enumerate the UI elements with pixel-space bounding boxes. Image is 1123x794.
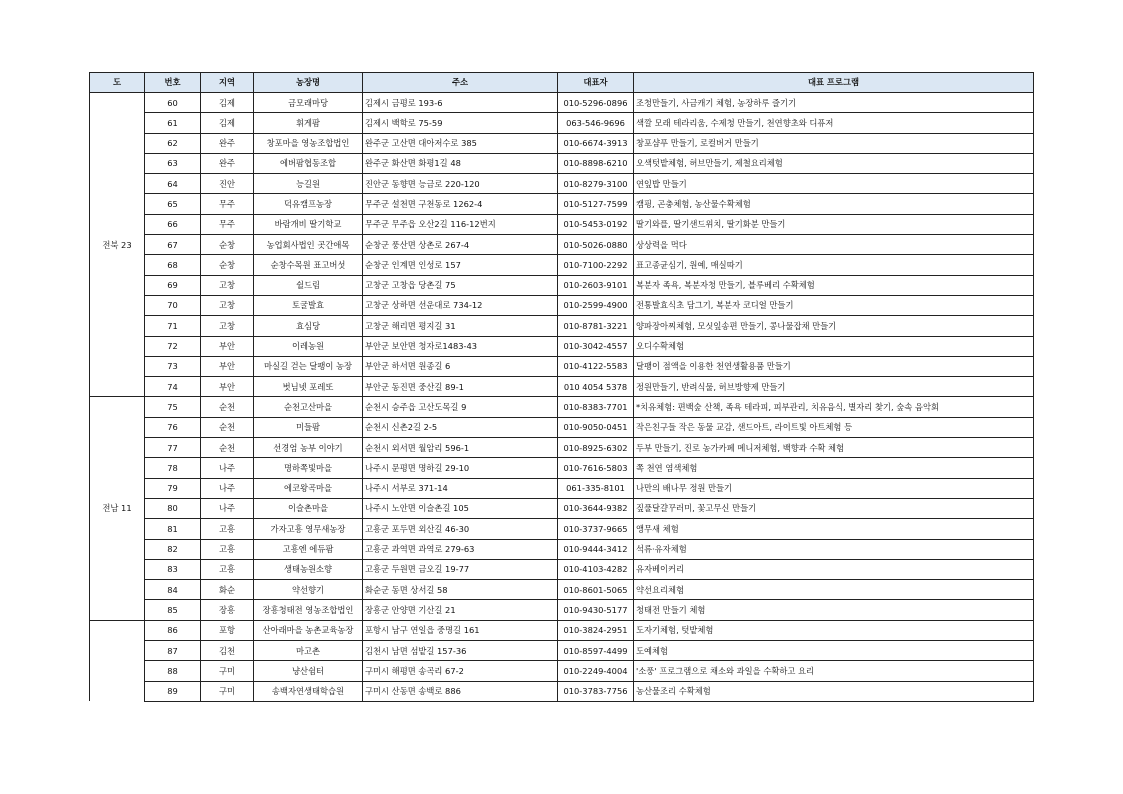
region-cell: 나주 — [201, 458, 254, 478]
table-row — [90, 214, 1034, 234]
region-cell: 완주 — [201, 153, 254, 173]
region-cell: 고흥 — [201, 519, 254, 539]
address-cell: 순천시 외서면 월암리 596-1 — [363, 438, 558, 458]
address-cell: 순천시 신촌2길 2-5 — [363, 417, 558, 437]
table-row — [90, 316, 1034, 336]
representative-phone-cell: 061-335-8101 — [558, 478, 634, 498]
farm-name-cell: 마실길 걷는 달팽이 농장 — [254, 356, 363, 376]
program-cell: 오색텃밭체험, 허브만들기, 제철요리체험 — [634, 153, 1034, 173]
program-cell: 도예체험 — [634, 641, 1034, 661]
representative-phone-cell: 010-9444-3412 — [558, 539, 634, 559]
farm-name-cell: 미들팜 — [254, 417, 363, 437]
region-cell: 순창 — [201, 255, 254, 275]
table-row — [90, 133, 1034, 153]
table-row — [90, 498, 1034, 518]
program-cell: 조청만들기, 사금캐기 체험, 농장하루 즐기기 — [634, 93, 1034, 113]
program-cell: 딸기와플, 딸기샌드위치, 딸기화분 만들기 — [634, 214, 1034, 234]
address-cell: 완주군 고산면 대아저수로 385 — [363, 133, 558, 153]
table-row — [90, 458, 1034, 478]
farm-name-cell: 토굴발효 — [254, 295, 363, 315]
row-number-cell: 79 — [145, 478, 201, 498]
representative-phone-cell: 010-9050-0451 — [558, 417, 634, 437]
table-row — [90, 356, 1034, 376]
row-number-cell: 74 — [145, 377, 201, 397]
representative-phone-cell: 010-9430-5177 — [558, 600, 634, 620]
table-row — [90, 600, 1034, 620]
program-cell: 유자베이커리 — [634, 559, 1034, 579]
address-cell: 고창군 상하면 선운대로 734-12 — [363, 295, 558, 315]
province-cell: 전남 11 — [90, 397, 145, 620]
address-cell: 장흥군 안양면 기산길 21 — [363, 600, 558, 620]
representative-phone-cell: 010-2603-9101 — [558, 275, 634, 295]
address-cell: 나주시 문평면 명하길 29-10 — [363, 458, 558, 478]
table-row — [90, 519, 1034, 539]
table-row — [90, 194, 1034, 214]
region-cell: 포항 — [201, 620, 254, 640]
address-cell: 화순군 동면 상서길 58 — [363, 580, 558, 600]
table-row — [90, 153, 1034, 173]
farm-name-cell: 이레농원 — [254, 336, 363, 356]
address-cell: 부안군 보안면 청자로1483-43 — [363, 336, 558, 356]
program-cell: 작은친구들 작은 동물 교감, 샌드아트, 라이트빛 아트체험 등 — [634, 417, 1034, 437]
table-body — [90, 93, 1034, 702]
representative-phone-cell: 010-3042-4557 — [558, 336, 634, 356]
address-cell: 나주시 노안면 이슬촌길 105 — [363, 498, 558, 518]
address-cell: 구미시 해평면 송곡리 67-2 — [363, 661, 558, 681]
province-cell: 전북 23 — [90, 93, 145, 397]
region-cell: 순천 — [201, 397, 254, 417]
region-cell: 고흥 — [201, 559, 254, 579]
farm-name-cell: 선경엄 농부 이야기 — [254, 438, 363, 458]
row-number-cell: 81 — [145, 519, 201, 539]
header-program: 대표 프로그램 — [634, 73, 1034, 93]
representative-phone-cell: 063-546-9696 — [558, 113, 634, 133]
table-row — [90, 397, 1034, 417]
program-cell: 도자기체험, 텃밭체험 — [634, 620, 1034, 640]
program-cell: *치유체험: 편백숲 산책, 족욕 테라피, 피부관리, 치유음식, 별자리 찾기, 숲속 음악회 — [634, 397, 1034, 417]
header-number: 번호 — [145, 73, 201, 93]
farm-name-cell: 약선향기 — [254, 580, 363, 600]
program-cell: 달팽이 점액을 이용한 천연생활용품 만들기 — [634, 356, 1034, 376]
table-row — [90, 539, 1034, 559]
representative-phone-cell: 010-5026-0880 — [558, 235, 634, 255]
row-number-cell: 64 — [145, 174, 201, 194]
address-cell: 김천시 남면 섬밭길 157-36 — [363, 641, 558, 661]
row-number-cell: 70 — [145, 295, 201, 315]
farm-name-cell: 휘게팜 — [254, 113, 363, 133]
row-number-cell: 62 — [145, 133, 201, 153]
region-cell: 김제 — [201, 113, 254, 133]
table-row — [90, 113, 1034, 133]
row-number-cell: 76 — [145, 417, 201, 437]
farm-name-cell: 덕유캠프농장 — [254, 194, 363, 214]
row-number-cell: 86 — [145, 620, 201, 640]
farm-name-cell: 순창수목원 표고버섯 — [254, 255, 363, 275]
representative-phone-cell: 010-8925-6302 — [558, 438, 634, 458]
row-number-cell: 66 — [145, 214, 201, 234]
table-row — [90, 620, 1034, 640]
representative-phone-cell: 010-4122-5583 — [558, 356, 634, 376]
representative-phone-cell: 010-5453-0192 — [558, 214, 634, 234]
representative-phone-cell: 010-3783-7756 — [558, 681, 634, 701]
region-cell: 장흥 — [201, 600, 254, 620]
table-row — [90, 235, 1034, 255]
row-number-cell: 69 — [145, 275, 201, 295]
row-number-cell: 63 — [145, 153, 201, 173]
address-cell: 고흥군 포두면 외산길 46-30 — [363, 519, 558, 539]
table-row — [90, 417, 1034, 437]
row-number-cell: 60 — [145, 93, 201, 113]
header-row — [90, 73, 1034, 93]
row-number-cell: 85 — [145, 600, 201, 620]
representative-phone-cell: 010-8383-7701 — [558, 397, 634, 417]
table-row — [90, 93, 1034, 113]
farm-name-cell: 이슬촌마을 — [254, 498, 363, 518]
farm-name-cell: 장흥청태전 영농조합법인 — [254, 600, 363, 620]
farm-name-cell: 생태농원소향 — [254, 559, 363, 579]
row-number-cell: 89 — [145, 681, 201, 701]
region-cell: 나주 — [201, 498, 254, 518]
program-cell: 전통발효식초 담그기, 복분자 코디얼 만들기 — [634, 295, 1034, 315]
program-cell: 색깔 모래 테라리움, 수제청 만들기, 천연향초와 디퓨저 — [634, 113, 1034, 133]
farm-name-cell: 바람개비 딸기학교 — [254, 214, 363, 234]
row-number-cell: 77 — [145, 438, 201, 458]
program-cell: 표고종균심기, 원예, 매실따기 — [634, 255, 1034, 275]
row-number-cell: 84 — [145, 580, 201, 600]
program-cell: 연잎밥 만들기 — [634, 174, 1034, 194]
table-row — [90, 438, 1034, 458]
address-cell: 김제시 백학로 75-59 — [363, 113, 558, 133]
representative-phone-cell: 010-8601-5065 — [558, 580, 634, 600]
address-cell: 순창군 인계면 인성로 157 — [363, 255, 558, 275]
region-cell: 화순 — [201, 580, 254, 600]
farm-name-cell: 효심당 — [254, 316, 363, 336]
region-cell: 구미 — [201, 681, 254, 701]
address-cell: 순창군 풍산면 상촌로 267-4 — [363, 235, 558, 255]
address-cell: 고흥군 두원면 금오길 19-77 — [363, 559, 558, 579]
table-row — [90, 275, 1034, 295]
program-cell: 농산물조리 수확체험 — [634, 681, 1034, 701]
farm-name-cell: 쉴드림 — [254, 275, 363, 295]
address-cell: 포항시 남구 연일읍 중명길 161 — [363, 620, 558, 640]
program-cell: 짚풀달걀꾸러미, 꽃고무신 만들기 — [634, 498, 1034, 518]
address-cell: 나주시 서부로 371-14 — [363, 478, 558, 498]
address-cell: 완주군 화산면 화평1길 48 — [363, 153, 558, 173]
table-row — [90, 661, 1034, 681]
row-number-cell: 78 — [145, 458, 201, 478]
row-number-cell: 87 — [145, 641, 201, 661]
table-row — [90, 641, 1034, 661]
farm-name-cell: 순천고산마을 — [254, 397, 363, 417]
address-cell: 구미시 산동면 송백로 886 — [363, 681, 558, 701]
table-row — [90, 478, 1034, 498]
farm-name-cell: 냥산쉼터 — [254, 661, 363, 681]
representative-phone-cell: 010-4103-4282 — [558, 559, 634, 579]
row-number-cell: 83 — [145, 559, 201, 579]
program-cell: 창포샴푸 만들기, 로컬버거 만들기 — [634, 133, 1034, 153]
representative-phone-cell: 010-8898-6210 — [558, 153, 634, 173]
row-number-cell: 80 — [145, 498, 201, 518]
program-cell: 캠핑, 곤충체험, 농산물수확체험 — [634, 194, 1034, 214]
program-cell: 앵무새 체험 — [634, 519, 1034, 539]
region-cell: 고창 — [201, 275, 254, 295]
address-cell: 부안군 동진면 중산길 89-1 — [363, 377, 558, 397]
region-cell: 김제 — [201, 93, 254, 113]
table-row — [90, 681, 1034, 701]
region-cell: 김천 — [201, 641, 254, 661]
farm-name-cell: 벗님넷 포레또 — [254, 377, 363, 397]
region-cell: 고창 — [201, 316, 254, 336]
representative-phone-cell: 010-5127-7599 — [558, 194, 634, 214]
region-cell: 완주 — [201, 133, 254, 153]
farm-program-table — [89, 72, 1034, 702]
row-number-cell: 82 — [145, 539, 201, 559]
address-cell: 진안군 동향면 능금로 220-120 — [363, 174, 558, 194]
farm-name-cell: 마고촌 — [254, 641, 363, 661]
program-cell: 상상력을 먹다 — [634, 235, 1034, 255]
representative-phone-cell: 010-2599-4900 — [558, 295, 634, 315]
farm-name-cell: 에코왕곡마을 — [254, 478, 363, 498]
address-cell: 무주군 무주읍 오산2길 116-12번지 — [363, 214, 558, 234]
table-row — [90, 336, 1034, 356]
region-cell: 부안 — [201, 336, 254, 356]
region-cell: 고흥 — [201, 539, 254, 559]
address-cell: 김제시 금평로 193-6 — [363, 93, 558, 113]
address-cell: 부안군 하서면 원종길 6 — [363, 356, 558, 376]
representative-phone-cell: 010-2249-4004 — [558, 661, 634, 681]
region-cell: 무주 — [201, 194, 254, 214]
address-cell: 고흥군 과역면 과역로 279-63 — [363, 539, 558, 559]
row-number-cell: 71 — [145, 316, 201, 336]
region-cell: 나주 — [201, 478, 254, 498]
header-province: 도 — [90, 73, 145, 93]
farm-name-cell: 금모래마당 — [254, 93, 363, 113]
header-region: 지역 — [201, 73, 254, 93]
table-row — [90, 559, 1034, 579]
address-cell: 고창군 고창읍 당촌길 75 — [363, 275, 558, 295]
farm-name-cell: 송백자연생태학습원 — [254, 681, 363, 701]
table-row — [90, 295, 1034, 315]
program-cell: 복분자 족욕, 복분자청 만들기, 블루베리 수확체험 — [634, 275, 1034, 295]
program-cell: 나만의 배나무 정원 만들기 — [634, 478, 1034, 498]
program-cell: 석류·유자체험 — [634, 539, 1034, 559]
address-cell: 순천시 승주읍 고산도목길 9 — [363, 397, 558, 417]
region-cell: 진안 — [201, 174, 254, 194]
program-cell: 정원만들기, 반려식물, 허브방향제 만들기 — [634, 377, 1034, 397]
representative-phone-cell: 010-8279-3100 — [558, 174, 634, 194]
row-number-cell: 75 — [145, 397, 201, 417]
program-cell: 약선요리체험 — [634, 580, 1034, 600]
row-number-cell: 68 — [145, 255, 201, 275]
row-number-cell: 88 — [145, 661, 201, 681]
farm-name-cell: 농업회사법인 곳간애목 — [254, 235, 363, 255]
region-cell: 고창 — [201, 295, 254, 315]
farm-name-cell: 고흥엔 에듀팜 — [254, 539, 363, 559]
representative-phone-cell: 010-5296-0896 — [558, 93, 634, 113]
farm-name-cell: 에버팜협동조합 — [254, 153, 363, 173]
region-cell: 순창 — [201, 235, 254, 255]
table-row — [90, 377, 1034, 397]
representative-phone-cell: 010-3737-9665 — [558, 519, 634, 539]
region-cell: 구미 — [201, 661, 254, 681]
farm-name-cell: 명하쪽빛마을 — [254, 458, 363, 478]
row-number-cell: 73 — [145, 356, 201, 376]
representative-phone-cell: 010 4054 5378 — [558, 377, 634, 397]
region-cell: 순천 — [201, 438, 254, 458]
province-cell — [90, 620, 145, 701]
representative-phone-cell: 010-8597-4499 — [558, 641, 634, 661]
program-cell: 양파장아찌체험, 모싯잎송편 만들기, 콩나물잡채 만들기 — [634, 316, 1034, 336]
table-row — [90, 580, 1034, 600]
farm-name-cell: 능길원 — [254, 174, 363, 194]
region-cell: 무주 — [201, 214, 254, 234]
representative-phone-cell: 010-3644-9382 — [558, 498, 634, 518]
row-number-cell: 67 — [145, 235, 201, 255]
header-representative: 대표자 — [558, 73, 634, 93]
representative-phone-cell: 010-7616-5803 — [558, 458, 634, 478]
representative-phone-cell: 010-3824-2951 — [558, 620, 634, 640]
farm-name-cell: 산아래마을 농촌교육농장 — [254, 620, 363, 640]
table-row — [90, 255, 1034, 275]
farm-name-cell: 가자고흥 영무새농장 — [254, 519, 363, 539]
representative-phone-cell: 010-6674-3913 — [558, 133, 634, 153]
header-farm-name: 농장명 — [254, 73, 363, 93]
row-number-cell: 72 — [145, 336, 201, 356]
region-cell: 부안 — [201, 356, 254, 376]
address-cell: 고창군 해리면 평지길 31 — [363, 316, 558, 336]
row-number-cell: 61 — [145, 113, 201, 133]
region-cell: 부안 — [201, 377, 254, 397]
table-row — [90, 174, 1034, 194]
representative-phone-cell: 010-7100-2292 — [558, 255, 634, 275]
program-cell: '소풍' 프로그램으로 채소와 과일을 수확하고 요리 — [634, 661, 1034, 681]
address-cell: 무주군 설천면 구천동로 1262-4 — [363, 194, 558, 214]
region-cell: 순천 — [201, 417, 254, 437]
program-cell: 오디수확체험 — [634, 336, 1034, 356]
header-address: 주소 — [363, 73, 558, 93]
farm-name-cell: 창포마을 영농조합법인 — [254, 133, 363, 153]
program-cell: 청태전 만들기 체험 — [634, 600, 1034, 620]
row-number-cell: 65 — [145, 194, 201, 214]
representative-phone-cell: 010-8781-3221 — [558, 316, 634, 336]
program-cell: 두부 만들기, 진로 농가카페 메니저체험, 백향과 수확 체험 — [634, 438, 1034, 458]
program-cell: 쪽 천연 염색체험 — [634, 458, 1034, 478]
